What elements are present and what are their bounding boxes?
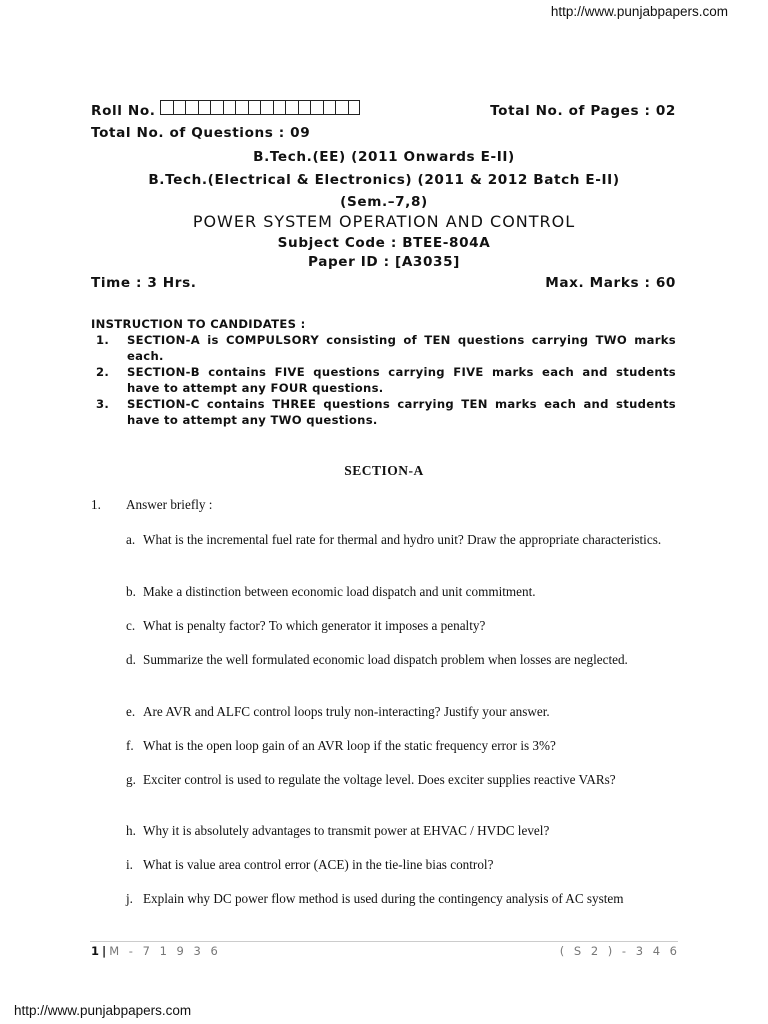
part-letter: a. [126,532,136,547]
instruction-item [96,365,676,396]
part-text: Why it is absolutely advantages to transmit power at EHVAC / HVDC level? [143,823,550,838]
part-text: Exciter control is used to regulate the voltage level. Does exciter supplies reactive VARs? [143,772,616,787]
roll-no-label: Roll No. [91,103,156,119]
page-footer-left [91,944,221,958]
question-number: 1. [91,497,101,512]
part-letter: h. [126,823,136,838]
instruction-item [96,397,676,428]
footer-divider [90,941,678,942]
subject-code: Subject Code : BTEE-804A [277,235,491,251]
instruction-text: SECTION-A is COMPULSORY consisting of TEN questions carrying TWO marks each. [127,333,676,363]
source-url-bottom[interactable]: http://www.punjabpapers.com [14,1003,192,1018]
paper-code: M - 7 1 9 3 6 [109,944,221,958]
question-part [126,822,677,839]
instruction-text: SECTION-C contains THREE questions carrying TEN marks each and students have to attempt any TWO questions. [127,397,676,427]
instructions-heading: INSTRUCTION TO CANDIDATES : [91,317,306,331]
part-text: What is the incremental fuel rate for thermal and hydro unit? Draw the appropriate characteristics. [143,532,662,547]
part-letter: d. [126,652,136,667]
instruction-number: 3. [96,397,110,411]
question-part [126,890,677,907]
part-letter: e. [126,704,136,719]
part-text: Explain why DC power flow method is used during the contingency analysis of AC system [143,891,624,906]
page-footer-right: ( S 2 ) - 3 4 6 [559,944,680,958]
footer-separator: | [102,944,107,958]
question-part [126,531,677,548]
part-letter: c. [126,618,136,633]
section-a-heading: SECTION-A [344,463,424,478]
part-text: What is penalty factor? To which generator it imposes a penalty? [143,618,486,633]
instruction-number: 2. [96,365,110,379]
part-letter: j. [126,891,133,906]
question-part [126,771,677,788]
roll-no-boxes [160,100,360,115]
question-part [126,737,677,754]
part-letter: i. [126,857,133,872]
paper-title: POWER SYSTEM OPERATION AND CONTROL [192,212,576,231]
part-text: What is the open loop gain of an AVR loop if the static frequency error is 3%? [143,738,556,753]
part-text: What is value area control error (ACE) in the tie-line bias control? [143,857,494,872]
max-marks: Max. Marks : 60 [545,275,676,291]
course-line-2: B.Tech.(Electrical & Electronics) (2011 & 2012 Batch E-II) [148,172,620,188]
time-allowed: Time : 3 Hrs. [91,275,197,291]
instruction-text: SECTION-B contains FIVE questions carrying FIVE marks each and students have to attempt any FOUR questions. [127,365,676,395]
part-letter: g. [126,772,136,787]
question-text: Answer briefly : [126,497,213,512]
source-url-top[interactable]: http://www.punjabpapers.com [550,4,728,19]
paper-id: Paper ID : [A3035] [308,254,460,270]
question-part [126,583,677,600]
question-part [126,651,677,668]
instruction-number: 1. [96,333,110,347]
part-letter: b. [126,584,136,599]
part-text: Summarize the well formulated economic load dispatch problem when losses are neglected. [143,652,628,667]
question-part [126,617,677,634]
question-part [126,856,677,873]
part-letter: f. [126,738,134,753]
total-pages: Total No. of Pages : 02 [490,103,676,119]
instruction-item [96,333,676,364]
semester: (Sem.–7,8) [340,194,428,210]
question-part [126,703,677,720]
page-number: 1 [91,944,100,958]
total-questions: Total No. of Questions : 09 [91,125,311,141]
part-text: Make a distinction between economic load dispatch and unit commitment. [143,584,536,599]
part-text: Are AVR and ALFC control loops truly non-interacting? Justify your answer. [143,704,550,719]
course-line-1: B.Tech.(EE) (2011 Onwards E-II) [253,149,515,165]
